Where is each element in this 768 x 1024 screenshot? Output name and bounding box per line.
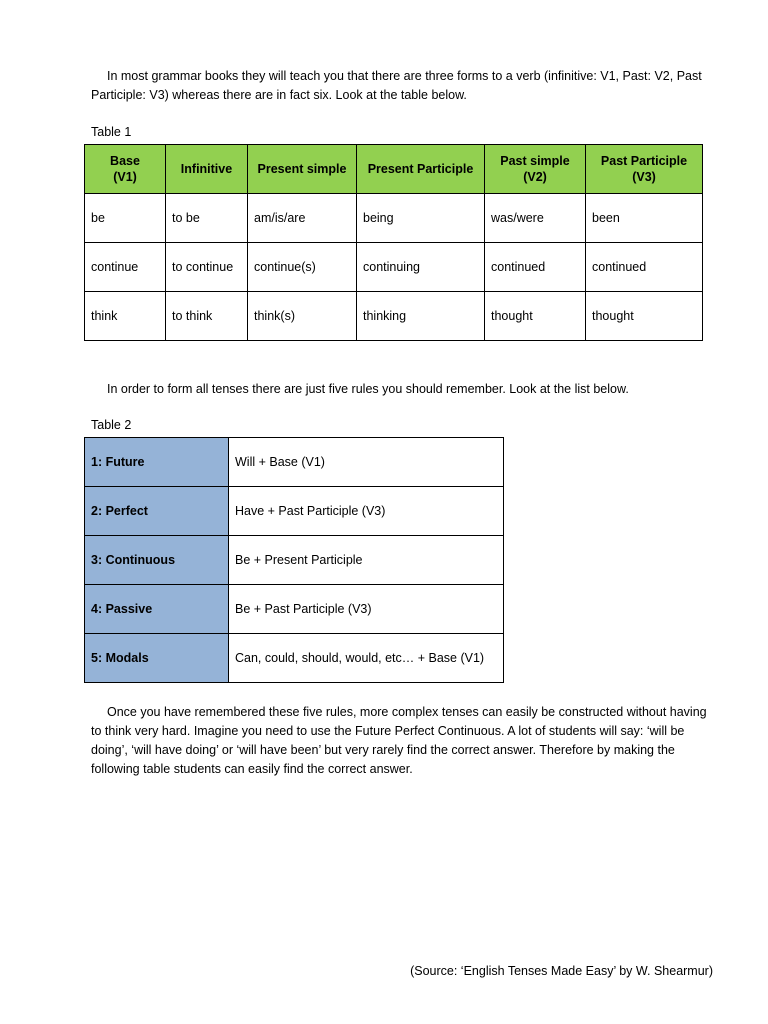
closing-paragraph <box>91 703 716 779</box>
middle-paragraph <box>91 380 716 399</box>
rule-name-cell: 1: Future <box>85 438 229 487</box>
table1-header-cell: Base (V1) <box>85 145 166 194</box>
table1-cell: to be <box>166 194 248 243</box>
rule-formula-cell: Be + Present Participle <box>229 536 504 585</box>
rule-name-cell: 3: Continuous <box>85 536 229 585</box>
table1-cell: thinking <box>357 292 485 341</box>
middle-paragraph-text: In order to form all tenses there are just five rules you should remember. Look at the list below. <box>107 382 629 396</box>
table1-cell: be <box>85 194 166 243</box>
table1-header-cell: Past Participle (V3) <box>586 145 703 194</box>
table1-cell: continue(s) <box>248 243 357 292</box>
table1-cell: continued <box>586 243 703 292</box>
table-row <box>85 194 703 243</box>
table1-cell: am/is/are <box>248 194 357 243</box>
rule-name-cell: 2: Perfect <box>85 487 229 536</box>
table1-cell: was/were <box>485 194 586 243</box>
table-row <box>85 487 504 536</box>
rule-name-cell: 5: Modals <box>85 634 229 683</box>
table-row <box>85 438 504 487</box>
table1-cell: think <box>85 292 166 341</box>
intro-paragraph-text: In most grammar books they will teach you that there are three forms to a verb (infinitive: V1, Past: V2, Past Participle: V3) whereas there are in fact six. Look at the table below. <box>91 69 702 102</box>
rule-formula-cell: Be + Past Participle (V3) <box>229 585 504 634</box>
table1-caption: Table 1 <box>91 125 132 139</box>
table1-cell: being <box>357 194 485 243</box>
table1-header-cell: Present Participle <box>357 145 485 194</box>
intro-paragraph <box>91 67 716 105</box>
table1-cell: to think <box>166 292 248 341</box>
tense-rules-table <box>84 437 504 683</box>
verb-forms-table <box>84 144 703 341</box>
rule-formula-cell: Will + Base (V1) <box>229 438 504 487</box>
table1-cell: to continue <box>166 243 248 292</box>
table-row <box>85 536 504 585</box>
table1-header-cell: Past simple (V2) <box>485 145 586 194</box>
closing-paragraph-text: Once you have remembered these five rules, more complex tenses can easily be constructed without having to think very hard. Imagine you need to use the Future Perfect Continuous. A lot of students will say: ‘will be doing’, ‘will have doing’ or ‘will have been’ but very rarely find the correct answer. Therefore by making the following table students can easily find the correct answer. <box>91 705 707 776</box>
table1-cell: thought <box>586 292 703 341</box>
table1-cell: continued <box>485 243 586 292</box>
table1-header-cell: Infinitive <box>166 145 248 194</box>
table-row <box>85 243 703 292</box>
table1-header-cell: Present simple <box>248 145 357 194</box>
table-row <box>85 585 504 634</box>
table1-cell: been <box>586 194 703 243</box>
source-citation: (Source: ‘English Tenses Made Easy’ by W. Shearmur) <box>410 964 713 978</box>
table-row <box>85 292 703 341</box>
table1-header-row <box>85 145 703 194</box>
table2-caption: Table 2 <box>91 418 132 432</box>
table1-cell: think(s) <box>248 292 357 341</box>
rule-formula-cell: Can, could, should, would, etc… + Base (V1) <box>229 634 504 683</box>
rule-name-cell: 4: Passive <box>85 585 229 634</box>
rule-formula-cell: Have + Past Participle (V3) <box>229 487 504 536</box>
table1-cell: continuing <box>357 243 485 292</box>
table-row <box>85 634 504 683</box>
table1-cell: continue <box>85 243 166 292</box>
table1-cell: thought <box>485 292 586 341</box>
